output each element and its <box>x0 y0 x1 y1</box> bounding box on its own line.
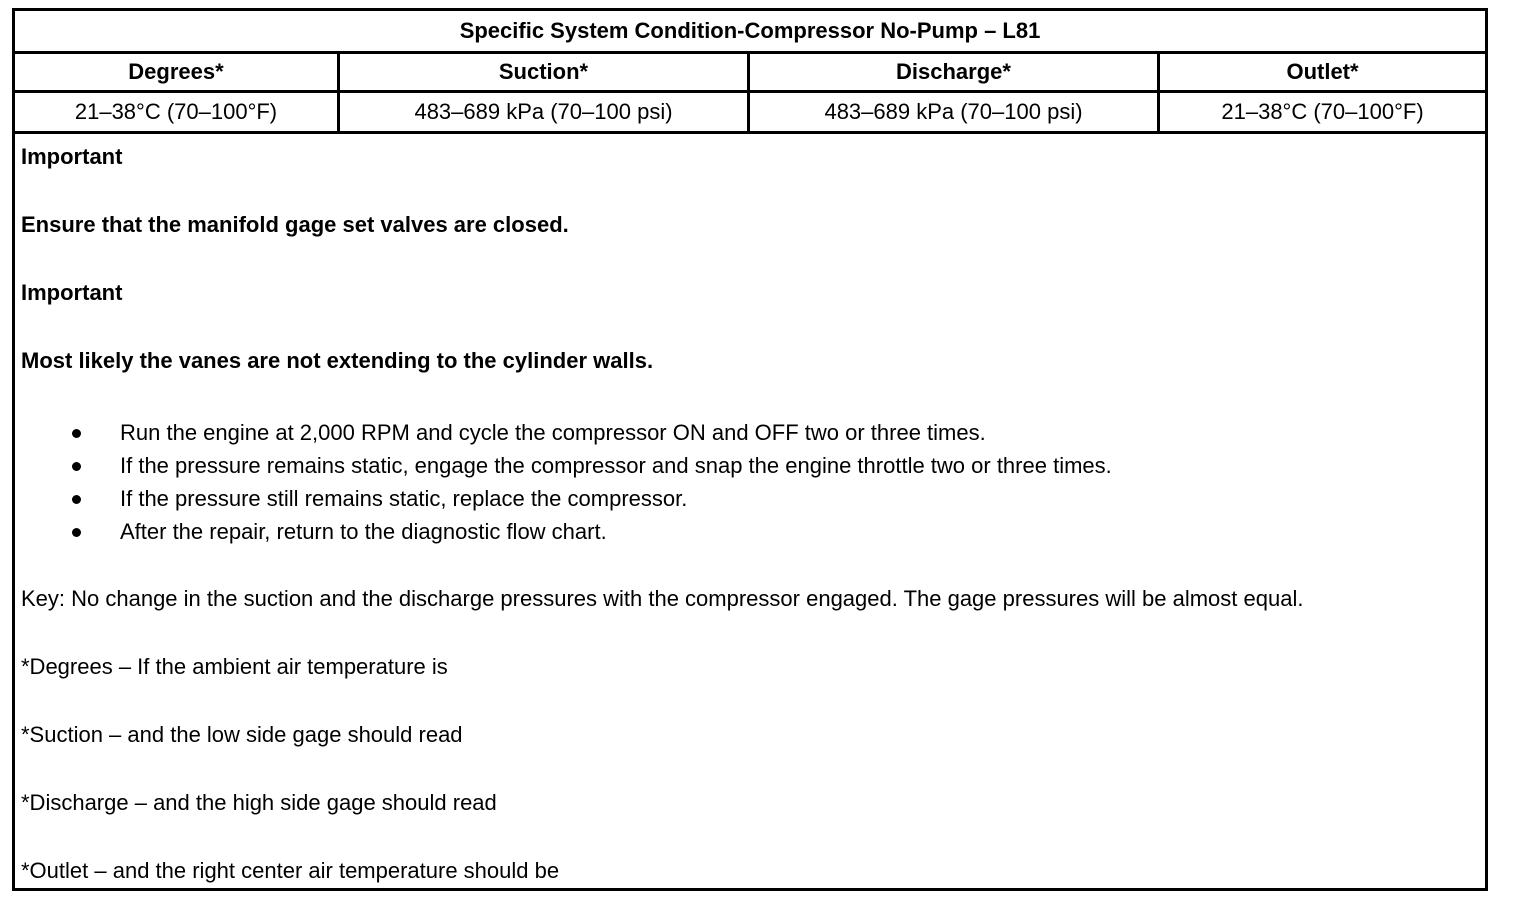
header-suction: Suction* <box>339 53 749 92</box>
notes-content <box>15 134 1485 888</box>
important-text: Most likely the vanes are not extending to the cylinder walls. <box>21 348 654 373</box>
table-title: Specific System Condition-Compressor No-Pump – L81 <box>14 10 1487 53</box>
value-suction: 483–689 kPa (70–100 psi) <box>339 92 749 133</box>
title-row <box>14 10 1487 53</box>
spacer <box>21 616 1485 650</box>
spacer <box>21 548 1485 582</box>
bullet-icon <box>72 495 81 504</box>
footnote-outlet: *Outlet – and the right center air temperature should be <box>21 858 560 883</box>
important-label: Important <box>21 280 123 305</box>
header-outlet: Outlet* <box>1159 53 1487 92</box>
header-degrees: Degrees* <box>14 53 339 92</box>
spacer <box>21 378 1485 416</box>
notes-row <box>14 133 1487 890</box>
footnote-discharge: *Discharge – and the high side gage should read <box>21 790 497 815</box>
bullet-icon <box>72 429 81 438</box>
step-text: If the pressure remains static, engage the compressor and snap the engine throttle two or three times. <box>120 453 1112 478</box>
step-text: If the pressure still remains static, replace the compressor. <box>120 486 688 511</box>
value-degrees: 21–38°C (70–100°F) <box>14 92 339 133</box>
spacer <box>21 242 1485 276</box>
condition-table <box>12 8 1488 891</box>
important-label: Important <box>21 144 123 169</box>
value-outlet: 21–38°C (70–100°F) <box>1159 92 1487 133</box>
header-row <box>14 53 1487 92</box>
list-item <box>21 515 1485 548</box>
step-text: After the repair, return to the diagnostic flow chart. <box>120 519 607 544</box>
step-text: Run the engine at 2,000 RPM and cycle the compressor ON and OFF two or three times. <box>120 420 986 445</box>
values-row <box>14 92 1487 133</box>
header-discharge: Discharge* <box>749 53 1159 92</box>
important-text: Ensure that the manifold gage set valves are closed. <box>21 212 569 237</box>
key-text: Key: No change in the suction and the discharge pressures with the compressor engaged. The gage pressures will be almost equal. <box>21 586 1304 611</box>
spacer <box>21 752 1485 786</box>
steps-list <box>21 416 1485 548</box>
list-item <box>21 449 1485 482</box>
list-item <box>21 482 1485 515</box>
value-discharge: 483–689 kPa (70–100 psi) <box>749 92 1159 133</box>
spacer <box>21 820 1485 854</box>
spacer <box>21 174 1485 208</box>
notes-cell <box>14 133 1487 890</box>
spacer <box>21 310 1485 344</box>
footnote-suction: *Suction – and the low side gage should read <box>21 722 463 747</box>
bullet-icon <box>72 462 81 471</box>
spacer <box>21 684 1485 718</box>
list-item <box>21 416 1485 449</box>
footnote-degrees: *Degrees – If the ambient air temperature is <box>21 654 448 679</box>
bullet-icon <box>72 528 81 537</box>
